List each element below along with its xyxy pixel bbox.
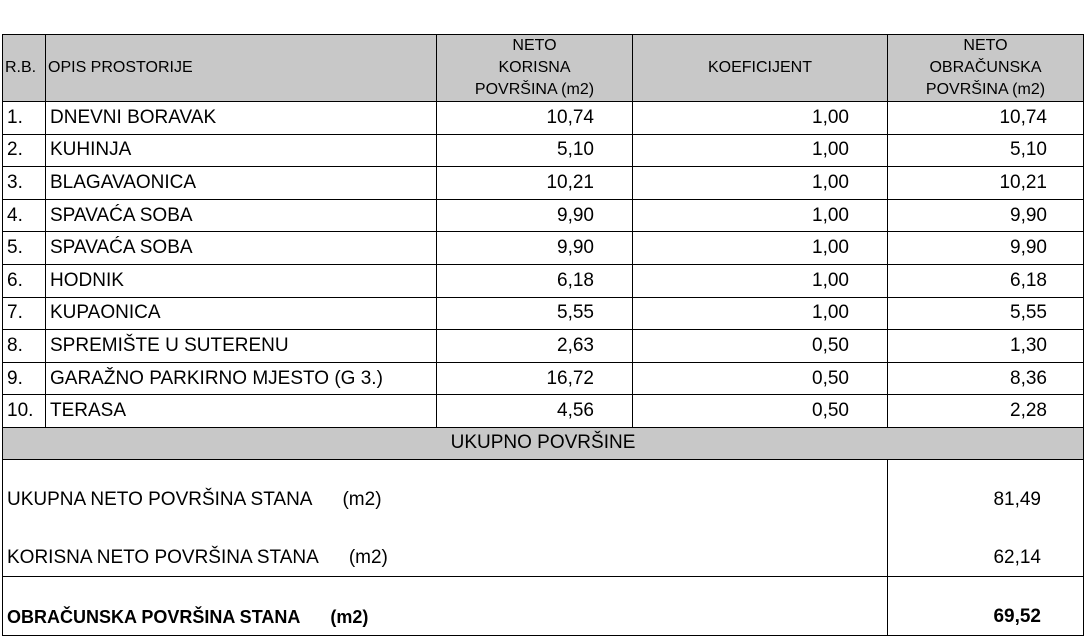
table-row (3, 134, 1084, 167)
header-neto-obracunska-line2: OBRAČUNSKA (929, 59, 1042, 76)
row-neto-korisna: 5,10 (437, 134, 633, 167)
row-rb: 1. (3, 102, 46, 135)
row-opis: HODNIK (46, 264, 437, 297)
row-neto-obracunska: 9,90 (888, 232, 1084, 265)
row-neto-korisna: 16,72 (437, 362, 633, 395)
header-neto-korisna (437, 35, 633, 102)
row-opis: SPREMIŠTE U SUTERENU (46, 330, 437, 363)
row-rb: 9. (3, 362, 46, 395)
row-opis: SPAVAĆA SOBA (46, 199, 437, 232)
header-opis: OPIS PROSTORIJE (46, 35, 437, 102)
row-opis: SPAVAĆA SOBA (46, 232, 437, 265)
row-koeficijent: 1,00 (633, 134, 888, 167)
summary-row-obracunska (3, 576, 1084, 635)
header-neto-korisna-line3: POVRŠINA (m2) (474, 81, 595, 98)
table-row (3, 199, 1084, 232)
row-neto-obracunska: 2,28 (888, 395, 1084, 428)
row-opis: KUHINJA (46, 134, 437, 167)
area-table-container (2, 34, 1083, 636)
header-koeficijent: KOEFICIJENT (633, 35, 888, 102)
summary-value-korisna: 62,14 (888, 518, 1084, 577)
row-rb: 2. (3, 134, 46, 167)
row-koeficijent: 1,00 (633, 102, 888, 135)
row-neto-korisna: 6,18 (437, 264, 633, 297)
header-neto-korisna-line2: KORISNA (498, 59, 571, 76)
row-opis: TERASA (46, 395, 437, 428)
table-row (3, 102, 1084, 135)
row-koeficijent: 1,00 (633, 264, 888, 297)
summary-label-ukupna (3, 459, 888, 518)
row-neto-obracunska: 8,36 (888, 362, 1084, 395)
table-row (3, 330, 1084, 363)
row-rb: 4. (3, 199, 46, 232)
row-rb: 5. (3, 232, 46, 265)
summary-korisna-text: KORISNA NETO POVRŠINA STANA (7, 546, 319, 568)
row-opis: KUPAONICA (46, 297, 437, 330)
summary-ukupna-text: UKUPNA NETO POVRŠINA STANA (7, 488, 313, 510)
row-neto-korisna: 4,56 (437, 395, 633, 428)
row-opis: GARAŽNO PARKIRNO MJESTO (G 3.) (46, 362, 437, 395)
header-neto-obracunska-line1: NETO (963, 37, 1008, 54)
row-neto-korisna: 5,55 (437, 297, 633, 330)
summary-row-ukupna (3, 459, 1084, 518)
row-neto-obracunska: 5,10 (888, 134, 1084, 167)
table-row (3, 264, 1084, 297)
row-neto-obracunska: 9,90 (888, 199, 1084, 232)
section-title-row (3, 427, 1084, 459)
row-neto-obracunska: 10,74 (888, 102, 1084, 135)
header-neto-obracunska-line3: POVRŠINA (m2) (925, 81, 1046, 98)
row-rb: 10. (3, 395, 46, 428)
summary-value-ukupna: 81,49 (888, 459, 1084, 518)
row-neto-korisna: 9,90 (437, 199, 633, 232)
summary-obracunska-unit: (m2) (330, 606, 369, 627)
table-row (3, 232, 1084, 265)
row-neto-obracunska: 5,55 (888, 297, 1084, 330)
table-row (3, 297, 1084, 330)
row-neto-obracunska: 6,18 (888, 264, 1084, 297)
row-neto-obracunska: 10,21 (888, 167, 1084, 200)
section-title: UKUPNO POVRŠINE (3, 427, 1084, 459)
summary-korisna-unit: (m2) (348, 546, 388, 568)
row-koeficijent: 1,00 (633, 199, 888, 232)
row-neto-korisna: 10,21 (437, 167, 633, 200)
table-row (3, 167, 1084, 200)
header-neto-obracunska (888, 35, 1084, 102)
row-rb: 7. (3, 297, 46, 330)
summary-label-obracunska (3, 576, 888, 635)
row-rb: 8. (3, 330, 46, 363)
row-koeficijent: 0,50 (633, 395, 888, 428)
row-koeficijent: 0,50 (633, 362, 888, 395)
table-row (3, 362, 1084, 395)
table-header-row (3, 35, 1084, 102)
summary-row-korisna (3, 518, 1084, 577)
row-rb: 6. (3, 264, 46, 297)
row-koeficijent: 1,00 (633, 167, 888, 200)
summary-value-obracunska: 69,52 (888, 576, 1084, 635)
row-rb: 3. (3, 167, 46, 200)
table-row (3, 395, 1084, 428)
summary-ukupna-unit: (m2) (342, 488, 382, 510)
summary-obracunska-text: OBRAČUNSKA POVRŠINA STANA (7, 606, 301, 627)
row-neto-korisna: 2,63 (437, 330, 633, 363)
summary-label-korisna (3, 518, 888, 577)
row-neto-obracunska: 1,30 (888, 330, 1084, 363)
header-rb: R.B. (3, 35, 46, 102)
row-koeficijent: 1,00 (633, 297, 888, 330)
header-neto-korisna-line1: NETO (512, 37, 557, 54)
row-opis: DNEVNI BORAVAK (46, 102, 437, 135)
row-neto-korisna: 9,90 (437, 232, 633, 265)
row-neto-korisna: 10,74 (437, 102, 633, 135)
table-body (3, 102, 1084, 428)
area-table (2, 34, 1084, 636)
row-koeficijent: 0,50 (633, 330, 888, 363)
row-koeficijent: 1,00 (633, 232, 888, 265)
row-opis: BLAGAVAONICA (46, 167, 437, 200)
